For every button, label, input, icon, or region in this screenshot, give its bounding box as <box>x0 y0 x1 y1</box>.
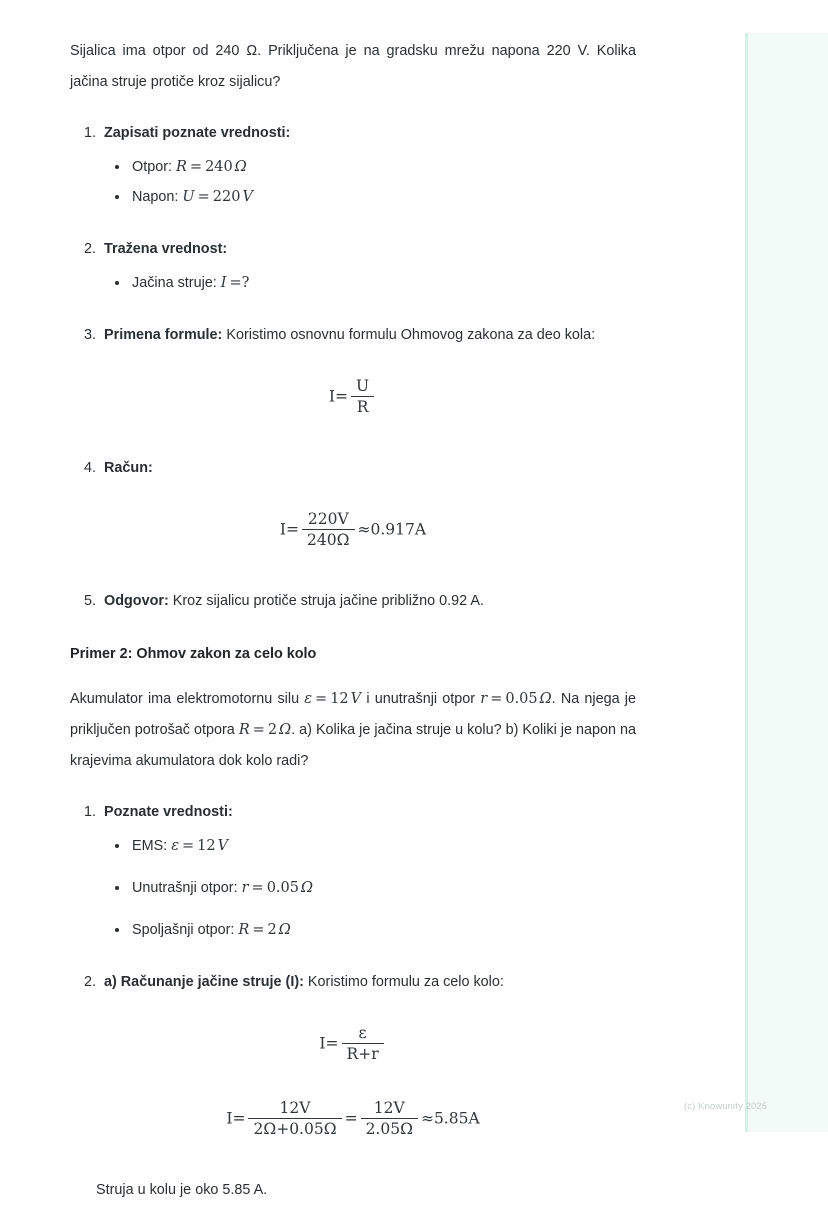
result-value: 5.85 <box>433 1109 469 1128</box>
example2-problem-paragraph <box>70 684 636 777</box>
example1-answer-list <box>70 586 636 616</box>
known-value-voltage <box>130 182 636 212</box>
fraction-denominator <box>302 530 354 549</box>
denominator-1b-value: 0.05 <box>289 1120 324 1138</box>
value-12: 12 <box>197 838 216 854</box>
denominator-1a-unit: Ω <box>263 1120 277 1138</box>
fraction-12V-over-2ohm-plus-005ohm <box>248 1099 341 1138</box>
value-2: 2 <box>267 722 278 738</box>
step-3-lead: Primena formule: <box>104 327 223 343</box>
var-I: I <box>220 275 227 291</box>
fraction-denominator-R-plus-r <box>342 1044 384 1063</box>
example2-known-values <box>104 831 636 945</box>
unit-volt: V <box>242 189 253 205</box>
result-unit: A <box>468 1109 480 1128</box>
step-item-2 <box>100 234 636 298</box>
step-3-rest: Koristimo osnovnu formulu Ohmovog zakona za deo kola: <box>222 327 596 343</box>
known-value-resistance-math <box>176 159 247 175</box>
fraction-eps-over-R-plus-r <box>342 1024 384 1063</box>
eq-question: =? <box>229 275 250 291</box>
wanted-value-current <box>130 268 636 298</box>
formula-lhs-I: I <box>328 387 336 406</box>
denominator-unit: Ω <box>336 531 350 549</box>
step-5-rest: Kroz sijalicu protiče struja jačine približno 0.92 A. <box>168 593 484 609</box>
unit-ohm: Ω <box>279 722 292 738</box>
step-item-3 <box>100 320 636 350</box>
eq-sign: = <box>197 189 210 205</box>
problem-seg-2: i unutrašnji otpor <box>361 691 481 707</box>
example1-step-list-continued <box>70 453 636 483</box>
eq-sign: = <box>252 922 265 938</box>
result-unit: A <box>414 520 427 539</box>
known-value-voltage-math <box>182 189 253 205</box>
unit-ohm: Ω <box>278 922 291 938</box>
numerator-unit: V <box>337 510 349 528</box>
fraction-220V-over-240ohm <box>302 510 354 549</box>
value-2: 2 <box>267 922 277 938</box>
unit-ohm: Ω <box>300 880 314 896</box>
inline-math-internal-resistance <box>480 691 551 707</box>
copyright-watermark: (c) Knowunity 2025 <box>684 1101 768 1112</box>
numerator-2-value: 12 <box>373 1099 394 1117</box>
unit-ohm: Ω <box>539 691 552 707</box>
eq-sign: = <box>189 159 203 175</box>
wanted-value-current-label: Jačina struje: <box>132 275 217 291</box>
known-value-external-resistance <box>130 915 636 945</box>
value-220: 220 <box>212 189 241 205</box>
var-R: R <box>238 722 250 738</box>
calculation-example1 <box>70 511 636 550</box>
wanted-value-current-math <box>221 275 253 291</box>
calculation2-body <box>226 1100 479 1139</box>
var-R: R <box>238 922 250 938</box>
known-value-ems <box>130 831 636 861</box>
denominator-1a-value: 2 <box>253 1120 264 1138</box>
unit-ohm: Ω <box>234 159 247 175</box>
formula2-body <box>319 1025 386 1064</box>
calc-eq: = <box>286 520 300 539</box>
fraction-numerator-U: U <box>351 377 374 397</box>
unit-volt: V <box>217 838 229 854</box>
value-005: 0.05 <box>266 880 299 896</box>
step-2-lead: Tražena vrednost: <box>104 241 228 257</box>
problem-seg-4: . a) Kolika je jačina struje u kolu? b) Koliki je napon na krajevima akumulatora dok kolo radi? <box>70 722 637 769</box>
calculation-example2 <box>70 1100 636 1139</box>
example1-step-list <box>70 118 636 350</box>
calculation-body <box>280 511 426 550</box>
plus-sign: + <box>358 1045 372 1063</box>
value-005: 0.05 <box>505 691 538 707</box>
value-240: 240 <box>205 159 233 175</box>
var-r: r <box>480 691 488 707</box>
known-value-external-resistance-label: Spoljašnji otpor: <box>132 922 235 938</box>
intro-paragraph: Sijalica ima otpor od 240 Ω. Priključena je na gradsku mrežu napona 220 V. Kolika jačina struje protiče kroz sijalicu? <box>70 43 636 90</box>
numerator-1-value: 12 <box>279 1099 300 1117</box>
calc2-eq-1: = <box>232 1109 246 1128</box>
numerator-2-unit: V <box>393 1099 405 1117</box>
var-epsilon: ε <box>304 691 313 707</box>
denominator-R: R <box>346 1045 359 1063</box>
fraction-denominator-2 <box>361 1119 418 1138</box>
inline-math-ems <box>304 691 361 707</box>
plus-sign: + <box>276 1120 290 1138</box>
problem-seg-3: . Na njega je priključen potrošač otpora <box>70 691 637 738</box>
e2-step-1-lead: Poznate vrednosti: <box>104 804 233 820</box>
right-decorative-strip <box>745 33 828 1132</box>
known-value-ems-label: EMS: <box>132 838 168 854</box>
approx-sign: ≈ <box>420 1109 434 1128</box>
example2-heading: Primer 2: Ohmov zakon za celo kolo <box>70 646 317 662</box>
result-value: 0.917 <box>370 520 415 539</box>
calc-lhs-I: I <box>279 520 287 539</box>
formula-ohm-part-circuit <box>70 378 636 417</box>
step-item-5 <box>100 586 636 616</box>
calc2-lhs-I: I <box>226 1109 233 1128</box>
e2-step-item-1 <box>100 797 636 945</box>
var-R: R <box>176 159 187 175</box>
inline-math-external-resistance <box>239 722 291 738</box>
fraction-numerator-epsilon: ε <box>342 1024 384 1044</box>
numerator-value: 220 <box>307 510 338 528</box>
known-value-resistance-label: Otpor: <box>132 159 172 175</box>
denominator-1b-unit: Ω <box>323 1120 337 1138</box>
known-value-internal-resistance <box>130 873 636 903</box>
fraction-numerator <box>302 510 354 530</box>
example1-wanted-values <box>104 268 636 298</box>
fraction-12V-over-205ohm <box>361 1099 418 1138</box>
eq-sign: = <box>252 722 265 738</box>
calc2-eq-2: = <box>344 1109 358 1128</box>
example2-step-list <box>70 797 636 997</box>
step-item-1 <box>100 118 636 212</box>
known-value-external-resistance-math <box>238 922 290 938</box>
formula-body <box>329 378 377 417</box>
problem-seg-1: Akumulator ima elektromotornu silu <box>70 691 305 707</box>
approx-sign: ≈ <box>357 520 371 539</box>
document-content <box>70 36 636 1206</box>
step-5-lead: Odgovor: <box>104 593 169 609</box>
eq-sign: = <box>251 880 264 896</box>
denominator-2-unit: Ω <box>400 1120 413 1138</box>
denominator-2-value: 2.05 <box>365 1120 401 1138</box>
eq-sign: = <box>490 691 503 707</box>
known-value-ems-math <box>171 838 228 854</box>
step-item-4 <box>100 453 636 483</box>
known-value-internal-resistance-math <box>242 880 313 896</box>
value-12: 12 <box>330 691 349 707</box>
right-strip-accent-line <box>745 33 748 1132</box>
fraction-numerator-2 <box>361 1099 418 1119</box>
example1-known-values <box>104 152 636 212</box>
e2-step-2-rest: Koristimo formulu za celo kolo: <box>303 974 504 990</box>
formula-eq: = <box>335 387 349 406</box>
example2-closing-line: Struja u kolu je oko 5.85 A. <box>96 1182 268 1198</box>
fraction-denominator-R: R <box>356 398 369 416</box>
denominator-r: r <box>371 1045 379 1063</box>
var-epsilon: ε <box>171 838 179 854</box>
fraction-numerator-1 <box>248 1099 341 1119</box>
known-value-resistance <box>130 152 636 182</box>
denominator-value: 240 <box>307 531 337 549</box>
var-U: U <box>182 189 195 205</box>
e2-step-item-2 <box>100 967 636 997</box>
eq-sign: = <box>315 691 328 707</box>
fraction-U-over-R <box>351 377 374 416</box>
formula-ohm-full-circuit <box>70 1025 636 1064</box>
e2-step-2-lead: a) Računanje jačine struje (I): <box>104 974 304 990</box>
unit-volt: V <box>350 691 362 707</box>
numerator-1-unit: V <box>299 1099 311 1117</box>
step-4-lead: Račun: <box>104 460 153 476</box>
step-1-lead: Zapisati poznate vrednosti: <box>104 125 291 141</box>
formula2-eq: = <box>325 1034 339 1053</box>
fraction-denominator-1 <box>248 1119 341 1138</box>
eq-sign: = <box>181 838 195 854</box>
var-r: r <box>241 880 249 896</box>
known-value-voltage-label: Napon: <box>132 189 179 205</box>
formula2-lhs-I: I <box>319 1034 326 1053</box>
known-value-internal-resistance-label: Unutrašnji otpor: <box>132 880 238 896</box>
